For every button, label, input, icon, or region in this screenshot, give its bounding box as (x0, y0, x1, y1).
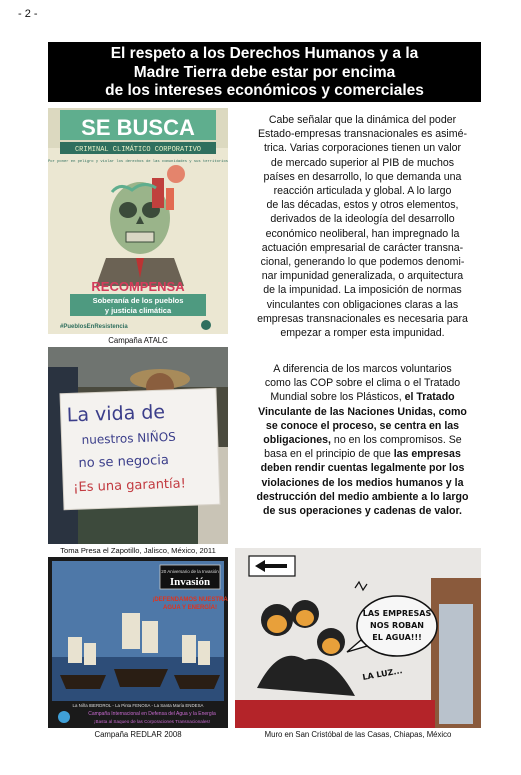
sign-line-1: La vida de (66, 401, 166, 427)
headline-line-2: Madre Tierra debe estar por encima (133, 63, 396, 81)
mural-bubble-2: NOS ROBAN (370, 621, 424, 630)
caption-2: Toma Presa el Zapotillo, Jalisco, México, 2011 (60, 546, 216, 555)
headline-banner (48, 42, 481, 102)
p1-line: cional, generando lo que podemos denomi- (260, 256, 465, 269)
p1-line: de la impunidad. La imposición de normas (263, 284, 462, 297)
poster1-footer: #PueblosEnResistencia (60, 324, 128, 330)
p2-text: basa en el principio de que (264, 448, 394, 461)
paragraph-2 (240, 362, 485, 518)
p1-line: trica. Varias corporaciones tienen un valor (263, 142, 462, 155)
poster3-invasion: Invasión (169, 576, 211, 588)
p2-line: violaciones de los medios humanos y la (261, 476, 464, 489)
p2-line: como las COP sobre el clima o el Tratado (264, 377, 461, 390)
p2-bold-text: obligaciones, (263, 434, 331, 447)
p1-line: empresas transnacionales es necesaria para (257, 312, 468, 325)
p1-line: derivados de la ideología del desarrollo (270, 213, 455, 226)
p2-text: Mundial sobre los Plásticos, (270, 391, 405, 404)
headline-line-3: de los intereses económicos y comerciales (105, 82, 424, 99)
p2-line: Vinculante de las Naciones Unidas, como (258, 405, 467, 418)
caption-4: Muro en San Cristóbal de las Casas, Chiapas, México (264, 730, 452, 739)
page-number: - 2 - (18, 8, 38, 20)
poster1-headline: SE BUSCA (81, 115, 195, 140)
paragraph-1 (240, 113, 485, 340)
p2-text: no en los compromisos. Se (330, 434, 462, 447)
p2-line (240, 433, 485, 447)
caption-3: Campaña REDLAR 2008 (94, 730, 182, 739)
poster1-reward: RECOMPENSA (91, 279, 185, 294)
p2-line: A diferencia de los marcos voluntarios (273, 363, 452, 375)
mural-luz: LA LUZ... (361, 666, 404, 682)
p1-line: de las décadas, estos y otros elementos, (266, 199, 459, 212)
poster3-top-small: 20 Aniversario de la Invasión (161, 569, 219, 574)
poster1-sub: Por poner en peligro y violar los derechos de las comunidades y sus territorios (48, 160, 228, 164)
poster1-band: CRIMINAL CLIMÁTICO CORPORATIVO (74, 146, 202, 154)
p2-line (240, 447, 485, 461)
p1-line: nar impunidad generalizada, o arquitectura (261, 270, 464, 283)
sign-line-4: ¡Es una garantía! (73, 476, 187, 496)
p2-line: destrucción del medio ambiente a lo largo (256, 490, 469, 503)
p2-line: se conoce el proceso, se centra en las (265, 419, 460, 432)
poster3-red-2: AGUA Y ENERGÍA! (163, 605, 217, 611)
poster1-reward-line1: Soberanía de los pueblos (92, 296, 184, 305)
p1-line: Estado-empresas transnacionales es asimé- (257, 128, 468, 141)
headline-line-1: El respeto a los Derechos Humanos y a la (110, 45, 419, 62)
p2-line (240, 390, 485, 404)
sign-line-3: no se negocia (78, 453, 170, 472)
protest-sign-photo (48, 347, 228, 544)
poster3-red-1: ¡DEFENDAMOS NUESTRA (152, 597, 228, 603)
mural-bubble-1: LAS EMPRESAS (362, 609, 432, 618)
p2-bold-text: las empresas (393, 448, 461, 461)
mural-bubble-3: EL AGUA!!! (372, 633, 422, 642)
caption-1: Campaña ATALC (108, 336, 168, 345)
p1-line: vinculantes con obligaciones claras a las (266, 298, 459, 311)
p1-line: económico neoliberal, han impregnado la (265, 227, 460, 240)
poster1-reward-line2: y justicia climática (104, 306, 172, 315)
poster3-ships: La Niña IBERDROL - La Pinta FENOSA - La Santa María ENDESA (72, 703, 204, 708)
poster3-bottom-1: Campaña Internacional en Defensa del Agua y la Energía (88, 711, 216, 717)
sign-line-2: nuestros NIÑOS (81, 429, 177, 448)
p2-line: deben rendir cuentas legalmente por los (260, 462, 465, 475)
p1-line: Cabe señalar que la dinámica del poder (268, 114, 457, 126)
p1-line: actuación empresarial de carácter transna- (261, 241, 464, 254)
invasion-poster-image (48, 557, 228, 728)
p2-line: de sus operaciones y cadenas de valor. (262, 505, 463, 518)
mural-photo (235, 548, 481, 728)
p1-line: de mercado superior al PIB de muchos (270, 156, 455, 169)
poster3-bottom-2: ¡Basta al Saqueo de las Corporaciones Transnacionales! (94, 719, 210, 724)
p1-line: empezar a romper esta impunidad. (280, 327, 445, 340)
p2-bold-text: el Tratado (404, 391, 455, 404)
p1-line: reacción articulada y global. A lo largo (273, 185, 452, 198)
wanted-poster-image (48, 108, 228, 334)
p1-line: países en desarrollo, lo que demanda una (263, 170, 462, 183)
